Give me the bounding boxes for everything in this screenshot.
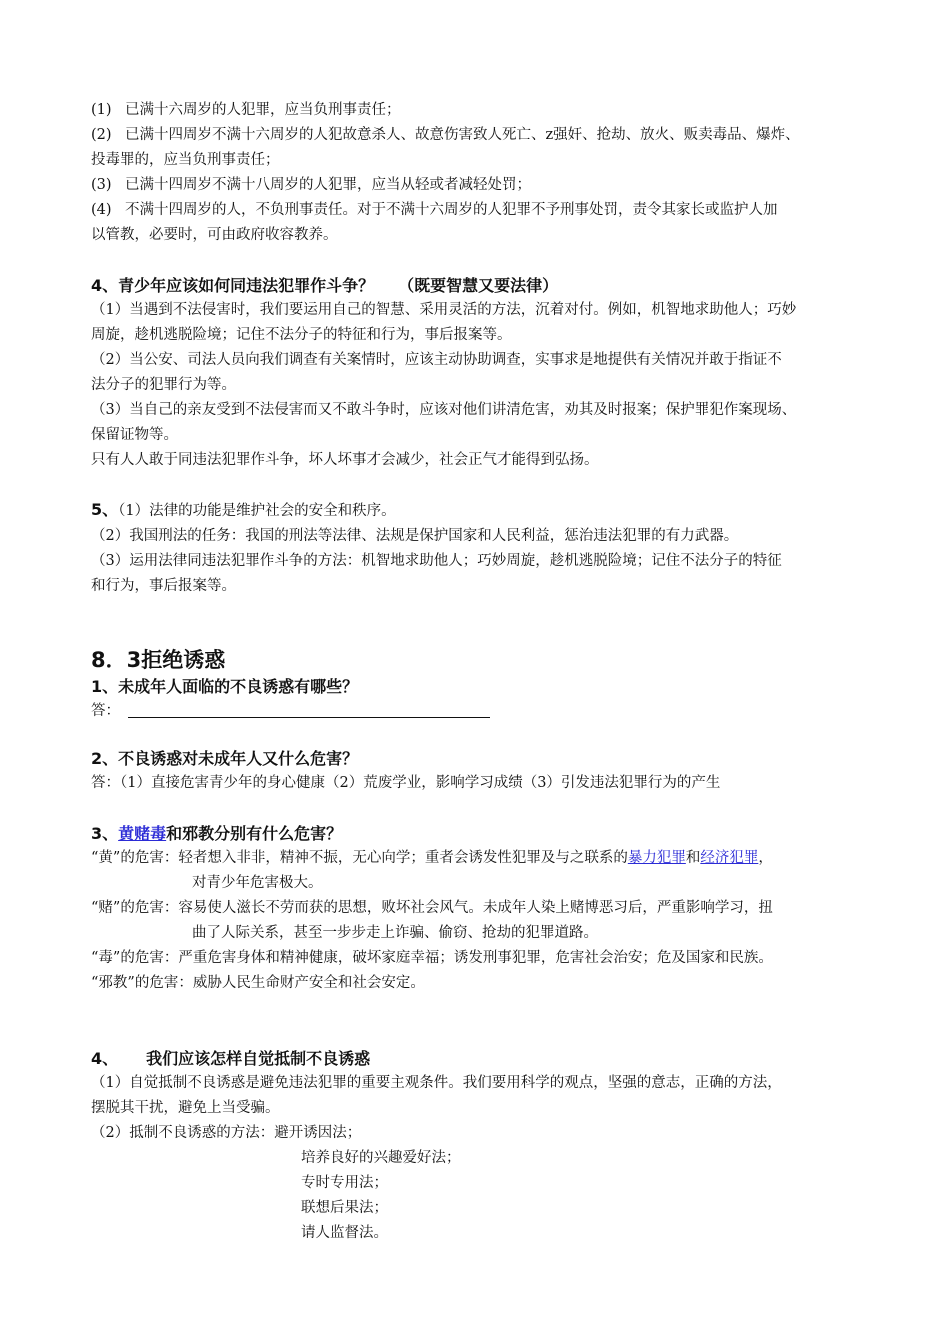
question-heading: 4、 我们应该怎样自觉抵制不良诱惑 <box>91 1049 371 1068</box>
method-item: 专时专用法； <box>301 1175 388 1191</box>
answer-line-continued: 曲了人际关系，甚至一步步走上诈骗、偷窃、抢劫的犯罪道路。 <box>192 925 598 941</box>
paragraph-line: 法分子的犯罪行为等。 <box>91 377 236 393</box>
method-item: 请人监督法。 <box>301 1225 388 1241</box>
paragraph-line: 只有人人敢于同违法犯罪作斗争，坏人坏事才会减少，社会正气才能得到弘扬。 <box>91 452 599 468</box>
question-vices <box>91 821 871 996</box>
list-item-continued: 以管教，必要时，可由政府收容教养。 <box>91 227 338 243</box>
answer-line: “邪教”的危害：威胁人民生命财产安全和社会安定。 <box>91 975 425 991</box>
list-item-continued: 投毒罪的，应当负刑事责任； <box>91 152 280 168</box>
method-item: 避开诱因法； <box>274 1125 362 1141</box>
age-responsibility-list <box>91 98 871 248</box>
link-violent-crime[interactable]: 暴力犯罪 <box>627 850 686 866</box>
list-item: (1) 已满十六周岁的人犯罪，应当负刑事责任； <box>91 102 401 118</box>
answer-line: “毒”的危害：严重危害身体和精神健康，破坏家庭幸福；诱发刑事犯罪，危害社会治安；危及国家和民族。 <box>91 950 773 966</box>
answer-blank-line: 答： <box>91 699 871 724</box>
chapter-title: 8．3拒绝诱惑 <box>91 648 226 672</box>
paragraph-line: （3）当自己的亲友受到不法侵害而又不敢斗争时，应该对他们讲清危害，劝其及时报案；保护罪犯作案现场、 <box>91 402 797 418</box>
answer-underline <box>128 701 490 718</box>
section-heading: 4、青少年应该如何同违法犯罪作斗争？ （既要智慧又要法律） <box>91 276 559 295</box>
paragraph-line: （2）我国刑法的任务：我国的刑法等法律、法规是保护国家和人民利益，惩治违法犯罪的有力武器。 <box>91 528 739 544</box>
question-resist <box>91 1046 871 1246</box>
answer-line-continued: 对青少年危害极大。 <box>192 875 323 891</box>
question-heading: 2、不良诱惑对未成年人又什么危害？ <box>91 749 359 768</box>
link-economic-crime[interactable]: 经济犯罪 <box>700 850 759 866</box>
list-item: (4) 不满十四周岁的人，不负刑事责任。对于不满十六周岁的人犯罪不予刑事处罚，责令其家长或监护人加 <box>91 202 778 218</box>
paragraph-line: 保留证物等。 <box>91 427 178 443</box>
answer-line: （1）自觉抵制不良诱惑是避免违法犯罪的重要主观条件。我们要用科学的观点，坚强的意志，正确的方法， <box>91 1075 782 1091</box>
question-harm <box>91 746 871 796</box>
paragraph-line: 和行为，事后报案等。 <box>91 578 236 594</box>
paragraph-line: （3）运用法律同违法犯罪作斗争的方法：机智地求助他人；巧妙周旋，趁机逃脱险境；记住不法分子的特征 <box>91 553 782 569</box>
question-heading: 1、未成年人面临的不良诱惑有哪些？ <box>91 677 359 696</box>
answer-line: 摆脱其干扰，避免上当受骗。 <box>91 1100 280 1116</box>
section-fight-crime <box>91 273 871 473</box>
chapter-header <box>91 646 871 724</box>
section-number: 5、 <box>91 500 119 519</box>
method-item: 培养良好的兴趣爱好法； <box>301 1150 461 1166</box>
answer-line: （2）抵制不良诱惑的方法：避开诱因法； <box>91 1125 362 1141</box>
method-item: 联想后果法； <box>301 1200 388 1216</box>
paragraph-line: 周旋，趁机逃脱险境；记住不法分子的特征和行为，事后报案等。 <box>91 327 512 343</box>
list-item: (2) 已满十四周岁不满十六周岁的人犯故意杀人、故意伤害致人死亡、z强奸、抢劫、放火、贩卖毒品、爆炸、 <box>91 127 800 143</box>
link-huangdudu[interactable]: 黄赌毒 <box>118 824 167 843</box>
paragraph-line: （1）当遇到不法侵害时，我们要运用自己的智慧、采用灵活的方法，沉着对付。例如，机智地求助他人；巧妙 <box>91 302 797 318</box>
answer-line: 答：（1）直接危害青少年的身心健康（2）荒废学业，影响学习成绩（3）引发违法犯罪行为的产生 <box>91 775 721 791</box>
answer-line: “赌”的危害：容易使人滋长不劳而获的思想，败坏社会风气。未成年人染上赌博恶习后，严重影响学习，扭 <box>91 900 773 916</box>
paragraph-line: 5、（1）法律的功能是维护社会的安全和秩序。 <box>91 500 396 519</box>
section-law-function <box>91 497 871 599</box>
answer-line: “黄”的危害：轻者想入非非，精神不振，无心向学；重者会诱发性犯罪及与之联系的暴力犯罪和经济犯罪， <box>91 850 773 866</box>
paragraph-line: （2）当公安、司法人员向我们调查有关案情时，应该主动协助调查，实事求是地提供有关情况并敢于指证不 <box>91 352 782 368</box>
question-heading: 3、黄赌毒和邪教分别有什么危害？ <box>91 824 343 843</box>
list-item: (3) 已满十四周岁不满十八周岁的人犯罪，应当从轻或者减轻处罚； <box>91 177 531 193</box>
